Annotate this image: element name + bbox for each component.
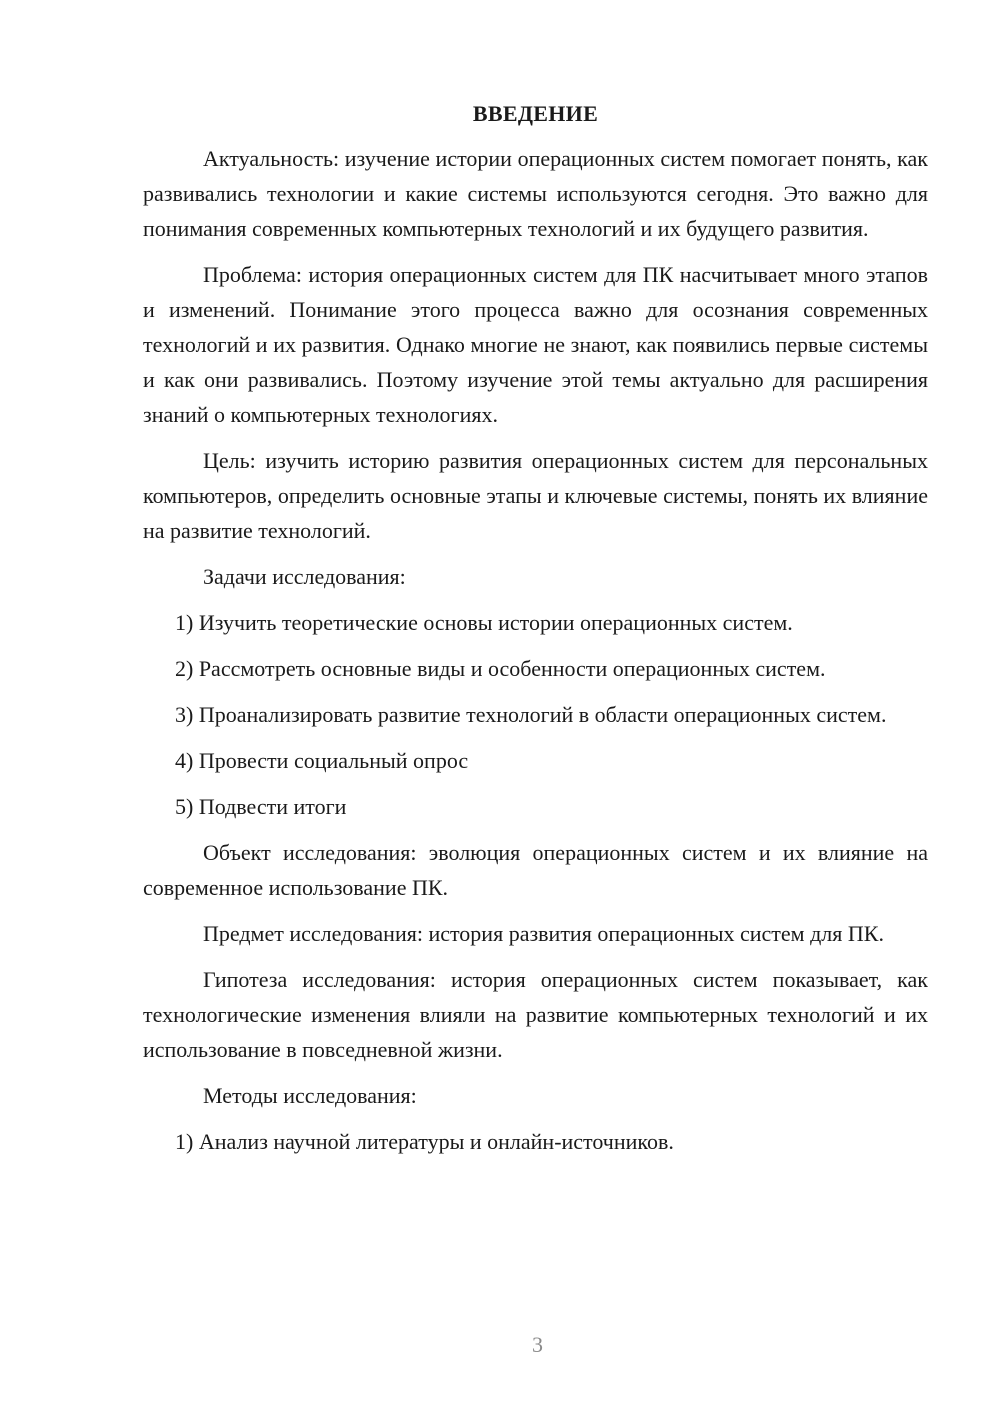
task-item: 3) Проанализировать развитие технологий в области операционных систем.: [175, 702, 887, 727]
section-heading: ВВЕДЕНИЕ: [472, 101, 599, 126]
method-item: 1) Анализ научной литературы и онлайн-источников.: [175, 1129, 674, 1154]
object-paragraph: Объект исследования: эволюция операционных систем и их влияние на современное использование ПК.: [143, 840, 928, 900]
page-content: [143, 96, 928, 1170]
task-item: 2) Рассмотреть основные виды и особенности операционных систем.: [175, 656, 826, 681]
task-item: 5) Подвести итоги: [175, 794, 347, 819]
tasks-label: Задачи исследования:: [203, 564, 406, 589]
hypothesis-paragraph: Гипотеза исследования: история операционных систем показывает, как технологические изменения влияли на развитие компьютерных технологий и их использование в повседневной жизни.: [143, 967, 928, 1062]
methods-label: Методы исследования:: [203, 1083, 417, 1108]
page-number: 3: [532, 1332, 543, 1357]
task-item: 1) Изучить теоретические основы истории операционных систем.: [175, 610, 793, 635]
problem-paragraph: Проблема: история операционных систем для ПК насчитывает много этапов и изменений. Понимание этого процесса важно для осознания современных технологий и их развития. Однако многие не знают, как появились первые системы и как они развивались. Поэтому изучение этой темы актуально для расширения знаний о компьютерных технологиях.: [143, 262, 928, 427]
goal-paragraph: Цель: изучить историю развития операционных систем для персональных компьютеров, определить основные этапы и ключевые системы, понять их влияние на развитие технологий.: [143, 448, 928, 543]
subject-paragraph: Предмет исследования: история развития операционных систем для ПК.: [203, 921, 884, 946]
task-item: 4) Провести социальный опрос: [175, 748, 469, 773]
relevance-paragraph: Актуальность: изучение истории операционных систем помогает понять, как развивались технологии и какие системы используются сегодня. Это важно для понимания современных компьютерных технологий и их будущего развития.: [143, 146, 928, 241]
